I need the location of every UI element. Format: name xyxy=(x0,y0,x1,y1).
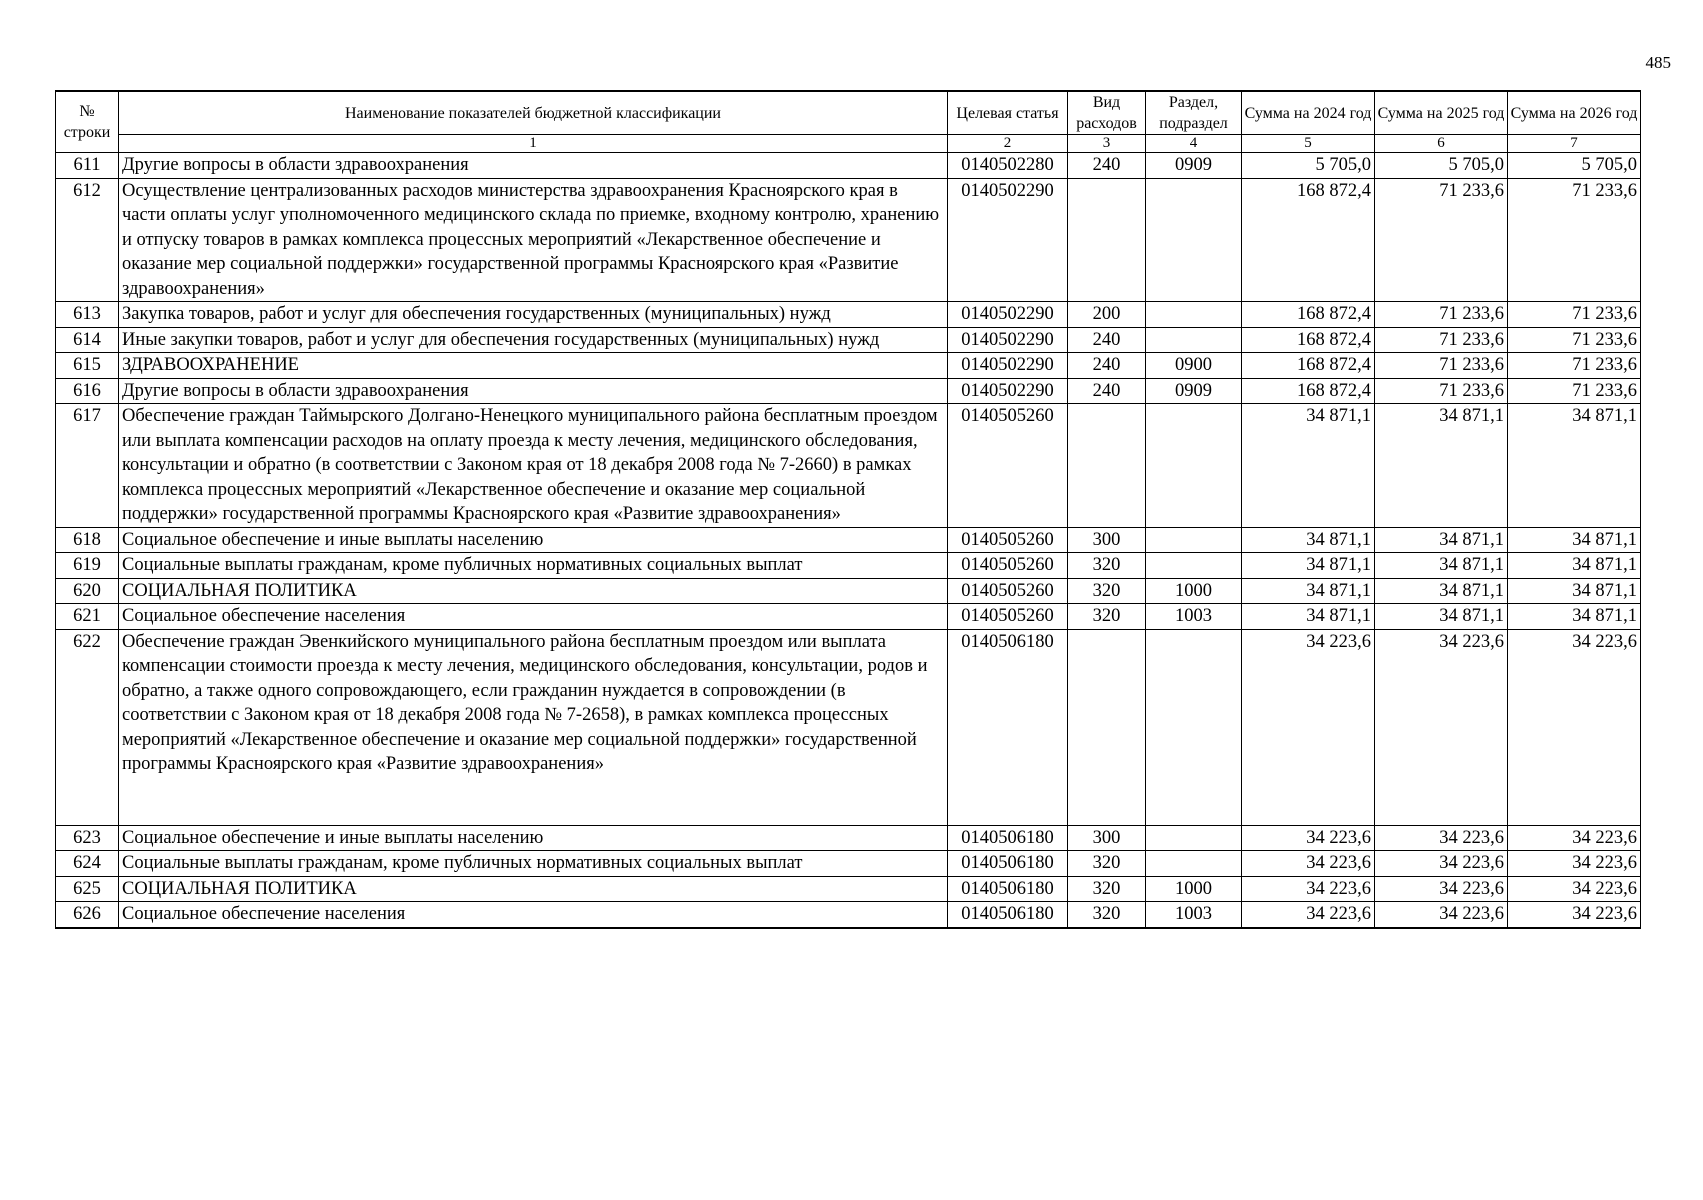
row-number: 621 xyxy=(56,604,119,630)
header-number-row xyxy=(56,135,1641,153)
header-num-5: 5 xyxy=(1242,135,1375,153)
row-sum-2025: 34 871,1 xyxy=(1375,553,1508,579)
row-section xyxy=(1146,851,1242,877)
header-row-no: № строки xyxy=(56,91,119,153)
row-sum-2025: 34 871,1 xyxy=(1375,527,1508,553)
row-target-article: 0140502290 xyxy=(948,378,1068,404)
row-section xyxy=(1146,527,1242,553)
row-sum-2024: 34 223,6 xyxy=(1242,825,1375,851)
row-number: 618 xyxy=(56,527,119,553)
row-sum-2024: 34 871,1 xyxy=(1242,604,1375,630)
row-sum-2024: 168 872,4 xyxy=(1242,378,1375,404)
row-name: Другие вопросы в области здравоохранения xyxy=(119,378,948,404)
row-sum-2025: 34 871,1 xyxy=(1375,604,1508,630)
row-section xyxy=(1146,825,1242,851)
table-row xyxy=(56,876,1641,902)
row-name: Социальные выплаты гражданам, кроме публичных нормативных социальных выплат xyxy=(119,851,948,877)
row-name: Социальное обеспечение и иные выплаты населению xyxy=(119,527,948,553)
row-target-article: 0140505260 xyxy=(948,604,1068,630)
row-sum-2024: 34 871,1 xyxy=(1242,578,1375,604)
row-number: 617 xyxy=(56,404,119,528)
row-expense-type: 240 xyxy=(1068,153,1146,179)
row-sum-2026: 34 223,6 xyxy=(1508,902,1641,928)
row-sum-2026: 34 871,1 xyxy=(1508,604,1641,630)
row-sum-2024: 34 223,6 xyxy=(1242,902,1375,928)
row-target-article: 0140502290 xyxy=(948,302,1068,328)
header-num-3: 3 xyxy=(1068,135,1146,153)
row-number: 612 xyxy=(56,178,119,302)
row-target-article: 0140505260 xyxy=(948,527,1068,553)
table-row xyxy=(56,404,1641,528)
row-sum-2025: 34 223,6 xyxy=(1375,851,1508,877)
header-target-article: Целевая статья xyxy=(948,91,1068,135)
row-section xyxy=(1146,553,1242,579)
row-target-article: 0140506180 xyxy=(948,629,1068,825)
header-row xyxy=(56,91,1641,135)
header-sum-2025: Сумма на 2025 год xyxy=(1375,91,1508,135)
row-number: 624 xyxy=(56,851,119,877)
table-row xyxy=(56,527,1641,553)
row-expense-type: 320 xyxy=(1068,604,1146,630)
row-sum-2025: 71 233,6 xyxy=(1375,178,1508,302)
row-section: 0909 xyxy=(1146,378,1242,404)
table-row xyxy=(56,604,1641,630)
row-number: 615 xyxy=(56,353,119,379)
row-sum-2026: 34 223,6 xyxy=(1508,825,1641,851)
table-body xyxy=(56,153,1641,928)
table-row xyxy=(56,178,1641,302)
row-sum-2024: 34 871,1 xyxy=(1242,553,1375,579)
row-sum-2026: 34 871,1 xyxy=(1508,553,1641,579)
row-name: Социальное обеспечение населения xyxy=(119,902,948,928)
row-target-article: 0140506180 xyxy=(948,902,1068,928)
row-sum-2025: 71 233,6 xyxy=(1375,302,1508,328)
table-row xyxy=(56,629,1641,825)
row-sum-2025: 34 223,6 xyxy=(1375,902,1508,928)
row-sum-2024: 34 223,6 xyxy=(1242,851,1375,877)
table-row xyxy=(56,353,1641,379)
header-section: Раздел, подраздел xyxy=(1146,91,1242,135)
row-number: 622 xyxy=(56,629,119,825)
row-section: 1003 xyxy=(1146,902,1242,928)
row-number: 616 xyxy=(56,378,119,404)
row-name: СОЦИАЛЬНАЯ ПОЛИТИКА xyxy=(119,876,948,902)
header-sum-2024: Сумма на 2024 год xyxy=(1242,91,1375,135)
row-expense-type: 240 xyxy=(1068,353,1146,379)
row-target-article: 0140506180 xyxy=(948,876,1068,902)
row-sum-2024: 34 871,1 xyxy=(1242,527,1375,553)
table-row xyxy=(56,378,1641,404)
table-row xyxy=(56,302,1641,328)
row-target-article: 0140505260 xyxy=(948,578,1068,604)
header-num-2: 2 xyxy=(948,135,1068,153)
header-expense-type: Вид расходов xyxy=(1068,91,1146,135)
row-sum-2026: 71 233,6 xyxy=(1508,327,1641,353)
header-num-1: 1 xyxy=(119,135,948,153)
row-sum-2026: 71 233,6 xyxy=(1508,378,1641,404)
row-target-article: 0140502280 xyxy=(948,153,1068,179)
row-target-article: 0140502290 xyxy=(948,178,1068,302)
row-name: Социальное обеспечение населения xyxy=(119,604,948,630)
row-name: ЗДРАВООХРАНЕНИЕ xyxy=(119,353,948,379)
row-expense-type xyxy=(1068,178,1146,302)
row-sum-2025: 34 223,6 xyxy=(1375,825,1508,851)
table-row xyxy=(56,902,1641,928)
row-sum-2025: 71 233,6 xyxy=(1375,353,1508,379)
row-target-article: 0140502290 xyxy=(948,353,1068,379)
header-num-7: 7 xyxy=(1508,135,1641,153)
row-number: 611 xyxy=(56,153,119,179)
table-row xyxy=(56,578,1641,604)
row-expense-type: 240 xyxy=(1068,378,1146,404)
row-target-article: 0140505260 xyxy=(948,404,1068,528)
row-section: 0900 xyxy=(1146,353,1242,379)
row-sum-2024: 34 871,1 xyxy=(1242,404,1375,528)
row-name: Социальное обеспечение и иные выплаты населению xyxy=(119,825,948,851)
row-target-article: 0140506180 xyxy=(948,851,1068,877)
row-sum-2025: 71 233,6 xyxy=(1375,327,1508,353)
row-number: 623 xyxy=(56,825,119,851)
table-row xyxy=(56,553,1641,579)
row-section: 1000 xyxy=(1146,876,1242,902)
row-name: Обеспечение граждан Таймырского Долгано-Ненецкого муниципального района бесплатным проездом или выплата компенсации расходов на оплату проезда к месту лечения, медицинского обследования, консультации и обратно (в соответствии с Законом края от 18 декабря 2008 года № 7-2660) в рамках комплекса процессных мероприятий «Лекарственное обеспечение и оказание мер социальной поддержки» государственной программы Красноярского края «Развитие здравоохранения» xyxy=(119,404,948,528)
table-row xyxy=(56,153,1641,179)
row-number: 613 xyxy=(56,302,119,328)
row-section: 1003 xyxy=(1146,604,1242,630)
row-sum-2025: 71 233,6 xyxy=(1375,378,1508,404)
row-expense-type xyxy=(1068,629,1146,825)
row-section: 1000 xyxy=(1146,578,1242,604)
row-expense-type: 200 xyxy=(1068,302,1146,328)
row-expense-type xyxy=(1068,404,1146,528)
row-expense-type: 320 xyxy=(1068,578,1146,604)
row-sum-2024: 34 223,6 xyxy=(1242,876,1375,902)
row-number: 614 xyxy=(56,327,119,353)
row-section: 0909 xyxy=(1146,153,1242,179)
row-section xyxy=(1146,302,1242,328)
row-name: Осуществление централизованных расходов министерства здравоохранения Красноярского края в части оплаты услуг уполномоченного медицинского склада по приемке, входному контролю, хранению и отпуску товаров в рамках комплекса процессных мероприятий «Лекарственное обеспечение и оказание мер социальной поддержки» государственной программы Красноярского края «Развитие здравоохранения» xyxy=(119,178,948,302)
row-sum-2026: 34 871,1 xyxy=(1508,527,1641,553)
row-section xyxy=(1146,178,1242,302)
row-sum-2026: 71 233,6 xyxy=(1508,353,1641,379)
row-name: Обеспечение граждан Эвенкийского муниципального района бесплатным проездом или выплата компенсации стоимости проезда к месту лечения, медицинского обследования, консультации, родов и обратно, а также одного сопровождающего, если гражданин нуждается в сопровождении (в соответствии с Законом края от 18 декабря 2008 года № 7-2658), в рамках комплекса процессных мероприятий «Лекарственное обеспечение и оказание мер социальной поддержки» государственной программы Красноярского края «Развитие здравоохранения» xyxy=(119,629,948,825)
row-section xyxy=(1146,327,1242,353)
row-expense-type: 320 xyxy=(1068,851,1146,877)
header-sum-2026: Сумма на 2026 год xyxy=(1508,91,1641,135)
row-sum-2025: 34 223,6 xyxy=(1375,629,1508,825)
row-sum-2026: 71 233,6 xyxy=(1508,178,1641,302)
row-sum-2024: 5 705,0 xyxy=(1242,153,1375,179)
table-row xyxy=(56,851,1641,877)
row-sum-2025: 34 871,1 xyxy=(1375,578,1508,604)
row-name: Закупка товаров, работ и услуг для обеспечения государственных (муниципальных) нужд xyxy=(119,302,948,328)
header-num-4: 4 xyxy=(1146,135,1242,153)
row-number: 626 xyxy=(56,902,119,928)
header-name: Наименование показателей бюджетной классификации xyxy=(119,91,948,135)
row-expense-type: 240 xyxy=(1068,327,1146,353)
row-target-article: 0140505260 xyxy=(948,553,1068,579)
row-sum-2026: 34 223,6 xyxy=(1508,851,1641,877)
row-sum-2026: 5 705,0 xyxy=(1508,153,1641,179)
row-sum-2026: 34 223,6 xyxy=(1508,876,1641,902)
row-expense-type: 320 xyxy=(1068,876,1146,902)
row-section xyxy=(1146,404,1242,528)
row-number: 625 xyxy=(56,876,119,902)
row-sum-2025: 5 705,0 xyxy=(1375,153,1508,179)
header-num-6: 6 xyxy=(1375,135,1508,153)
row-sum-2024: 168 872,4 xyxy=(1242,302,1375,328)
row-number: 620 xyxy=(56,578,119,604)
row-sum-2026: 34 223,6 xyxy=(1508,629,1641,825)
row-expense-type: 300 xyxy=(1068,825,1146,851)
budget-table xyxy=(55,90,1641,929)
row-name: Социальные выплаты гражданам, кроме публичных нормативных социальных выплат xyxy=(119,553,948,579)
row-sum-2024: 168 872,4 xyxy=(1242,353,1375,379)
row-number: 619 xyxy=(56,553,119,579)
row-expense-type: 320 xyxy=(1068,902,1146,928)
row-sum-2024: 168 872,4 xyxy=(1242,178,1375,302)
row-expense-type: 300 xyxy=(1068,527,1146,553)
row-expense-type: 320 xyxy=(1068,553,1146,579)
row-name: Другие вопросы в области здравоохранения xyxy=(119,153,948,179)
row-section xyxy=(1146,629,1242,825)
row-name: Иные закупки товаров, работ и услуг для обеспечения государственных (муниципальных) нужд xyxy=(119,327,948,353)
row-sum-2026: 34 871,1 xyxy=(1508,404,1641,528)
row-target-article: 0140502290 xyxy=(948,327,1068,353)
table-row xyxy=(56,327,1641,353)
table-row xyxy=(56,825,1641,851)
row-sum-2025: 34 223,6 xyxy=(1375,876,1508,902)
row-sum-2024: 168 872,4 xyxy=(1242,327,1375,353)
row-sum-2026: 34 871,1 xyxy=(1508,578,1641,604)
row-target-article: 0140506180 xyxy=(948,825,1068,851)
page-number: 485 xyxy=(1645,53,1671,72)
row-sum-2024: 34 223,6 xyxy=(1242,629,1375,825)
row-sum-2025: 34 871,1 xyxy=(1375,404,1508,528)
row-name: СОЦИАЛЬНАЯ ПОЛИТИКА xyxy=(119,578,948,604)
row-sum-2026: 71 233,6 xyxy=(1508,302,1641,328)
